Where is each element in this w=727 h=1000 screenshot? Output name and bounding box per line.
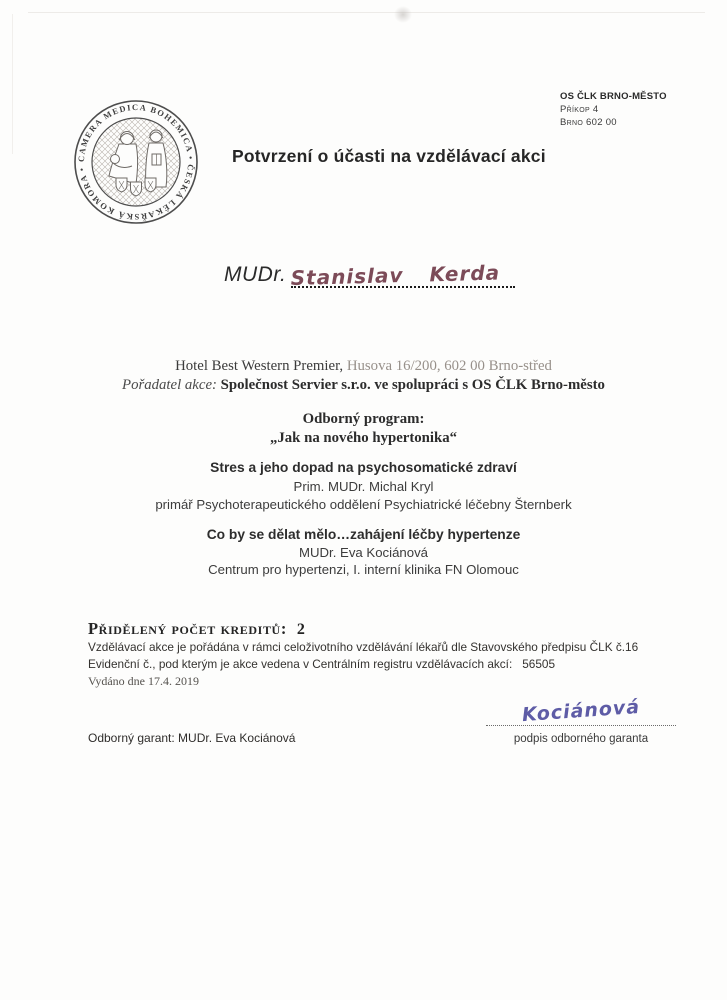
credits-value: 2 [296, 621, 306, 638]
venue-address: Husova 16/200, 602 00 Brno-střed [343, 358, 552, 374]
org-address-street: Příkop 4 [560, 104, 599, 115]
handwritten-signature: Kociánová [521, 695, 641, 727]
medical-chamber-seal-icon [66, 92, 206, 232]
letterhead-address-block [560, 90, 667, 129]
talk-1-affiliation: primář Psychoterapeutického oddělení Psychiatrické léčebny Šternberk [155, 497, 572, 512]
registry-number: 56505 [522, 656, 556, 671]
guarantor-line: Odborný garant: MUDr. Eva Kociánová [88, 731, 296, 745]
issue-date: Vydáno dne 17.4. 2019 [88, 674, 199, 688]
seal-ring-text: CAMERA MEDICA BOHEMICA • ČESKÁ LÉKAŘSKÁ KOMORA • [76, 102, 196, 222]
credits-note-2 [88, 656, 668, 673]
organizer-name: Společnost Servier s.r.o. ve spolupráci s OS ČLK Brno-město [220, 377, 605, 393]
talk-2-affiliation: Centrum pro hypertenzi, I. interní klinika FN Olomouc [208, 562, 519, 577]
organizer-line [0, 377, 727, 394]
organizer-label: Pořadatel akce: [122, 377, 221, 393]
org-address-city: Brno 602 00 [560, 117, 617, 128]
talk-1-title: Stres a jeho dopad na psychosomatické zdraví [210, 460, 517, 475]
credits-note-1: Vzdělávací akce je pořádána v rámci celoživotního vzdělávání lékařů dle Stavovského předpisu ČLK č.16 [88, 640, 639, 654]
org-name: OS ČLK BRNO-MĚSTO [560, 91, 667, 102]
talk-2-title: Co by se dělat mělo…zahájení léčby hypertenze [206, 527, 521, 542]
recipient-name-dotted-line [291, 258, 515, 288]
scan-artifact-line [28, 12, 705, 13]
registry-label: Evidenční č., pod kterým je akce vedena v Centrálním registru vzdělávacích akcí: [88, 656, 513, 671]
recipient-title-prefix: MUDr. [224, 263, 287, 286]
recipient-line [224, 258, 515, 288]
signature-caption: podpis odborného garanta [513, 733, 649, 745]
signature-dotted-line [486, 722, 676, 726]
scan-artifact-smudge [394, 6, 412, 23]
scan-artifact-edge [12, 14, 13, 154]
talk-2-speaker: MUDr. Eva Kociánová [299, 545, 428, 560]
venue-name: Hotel Best Western Premier, [175, 358, 344, 374]
handwritten-recipient-name: Stanislav Kerda [290, 260, 501, 290]
signature-block [486, 695, 676, 745]
page-title: Potvrzení o účasti na vzdělávací akci [232, 146, 546, 166]
talk-1-speaker: Prim. MUDr. Michal Kryl [293, 479, 434, 494]
program-name: „Jak na nového hypertonika“ [269, 430, 458, 446]
credits-block [88, 619, 668, 689]
credits-label: Přidělený počet kreditů: [88, 619, 287, 638]
credits-line [88, 619, 668, 639]
program-heading: Odborný program: [302, 411, 425, 427]
venue-line [0, 358, 727, 375]
